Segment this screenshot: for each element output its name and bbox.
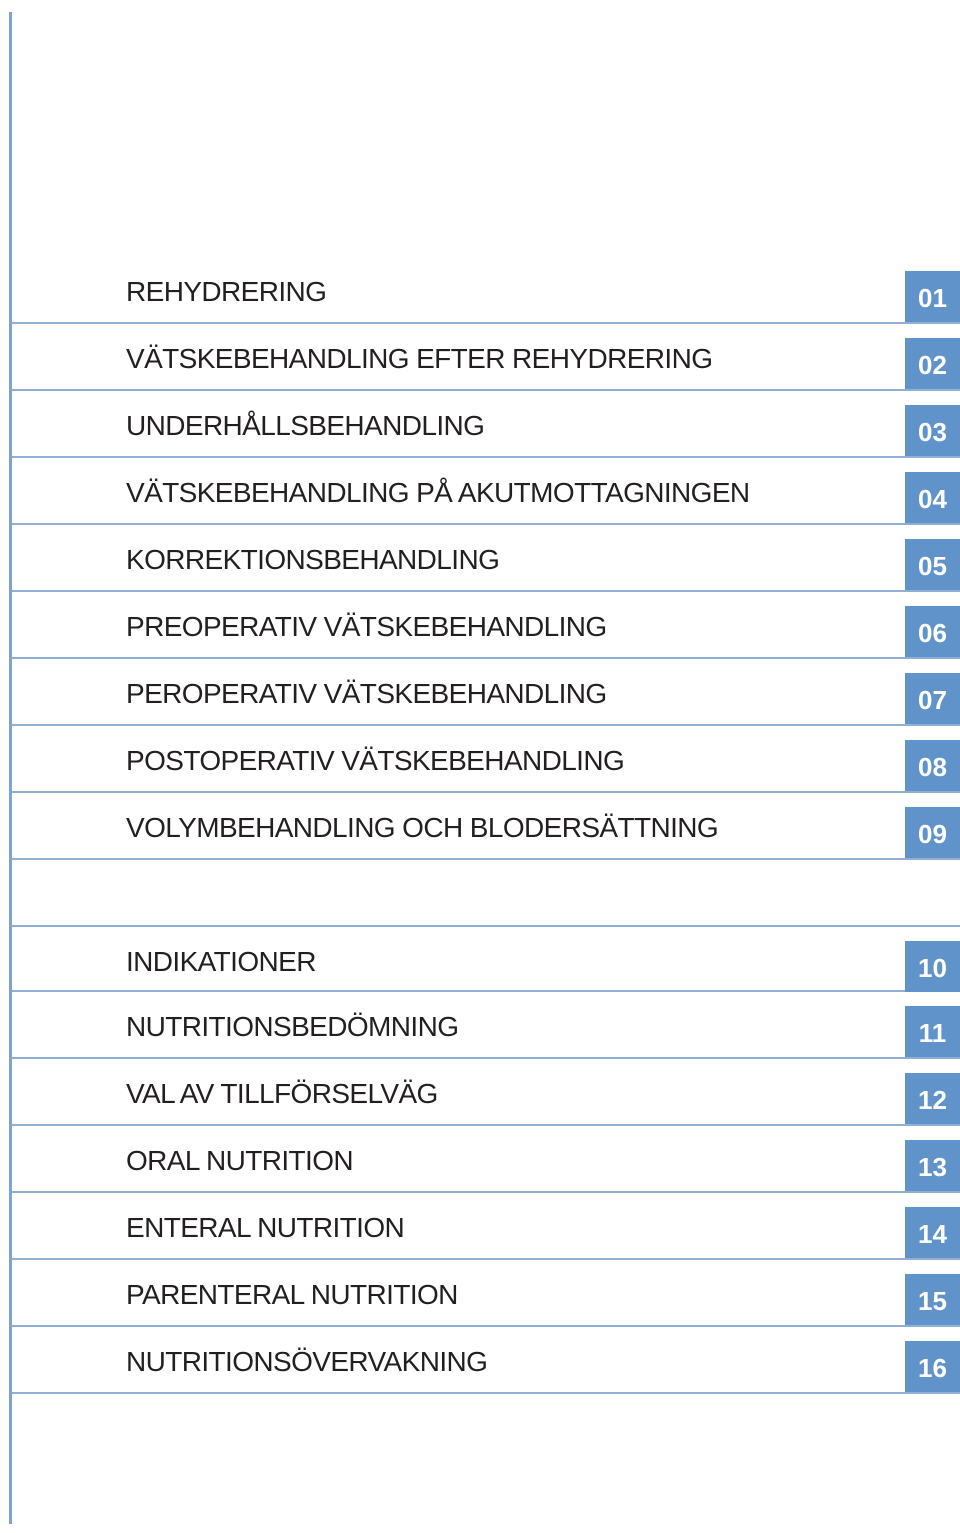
toc-number-badge: 13 <box>905 1140 960 1191</box>
toc-number-badge: 05 <box>905 539 960 590</box>
toc-row-01[interactable] <box>12 257 960 324</box>
toc-title: ORAL NUTRITION <box>126 1145 354 1176</box>
toc-row-03[interactable] <box>12 391 960 458</box>
toc-title: REHYDRERING <box>126 276 327 307</box>
toc-number-badge: 12 <box>905 1073 960 1124</box>
toc-number-badge: 06 <box>905 606 960 657</box>
toc-number-badge: 02 <box>905 338 960 389</box>
toc-number-badge: 15 <box>905 1274 960 1325</box>
toc-title: POSTOPERATIV VÄTSKEBEHANDLING <box>126 745 625 776</box>
toc-row-09[interactable] <box>12 793 960 860</box>
toc-title: NUTRITIONSÖVERVAKNING <box>126 1346 488 1377</box>
toc-row-06[interactable] <box>12 592 960 659</box>
toc-title: VOLYMBEHANDLING OCH BLODERSÄTTNING <box>126 812 719 843</box>
toc-row-12[interactable] <box>12 1059 960 1126</box>
toc-number-badge: 11 <box>905 1006 960 1057</box>
toc-row-16[interactable] <box>12 1327 960 1394</box>
toc-title: VAL AV TILLFÖRSELVÄG <box>126 1078 438 1109</box>
toc-title: VÄTSKEBEHANDLING EFTER REHYDRERING <box>126 343 713 374</box>
toc-number-badge: 09 <box>905 807 960 858</box>
toc-title: KORREKTIONSBEHANDLING <box>126 544 500 575</box>
toc-section-nutrition <box>12 925 960 1394</box>
toc-title: PREOPERATIV VÄTSKEBEHANDLING <box>126 611 607 642</box>
toc-number-badge: 03 <box>905 405 960 456</box>
toc-number-badge: 01 <box>905 271 960 322</box>
toc-number-badge: 07 <box>905 673 960 724</box>
toc-row-10[interactable] <box>12 925 960 992</box>
toc-row-15[interactable] <box>12 1260 960 1327</box>
toc-row-07[interactable] <box>12 659 960 726</box>
toc-title: VÄTSKEBEHANDLING PÅ AKUTMOTTAGNINGEN <box>126 477 750 508</box>
toc-title: INDIKATIONER <box>126 946 316 977</box>
toc-row-11[interactable] <box>12 992 960 1059</box>
toc-number-badge: 08 <box>905 740 960 791</box>
toc-title: UNDERHÅLLSBEHANDLING <box>126 410 485 441</box>
toc-number-badge: 14 <box>905 1207 960 1258</box>
toc-title: PARENTERAL NUTRITION <box>126 1279 458 1310</box>
toc-number-badge: 16 <box>905 1341 960 1392</box>
toc-title: ENTERAL NUTRITION <box>126 1212 405 1243</box>
toc-number-badge: 04 <box>905 472 960 523</box>
toc-title: PEROPERATIV VÄTSKEBEHANDLING <box>126 678 607 709</box>
toc-title: NUTRITIONSBEDÖMNING <box>126 1011 459 1042</box>
toc-row-05[interactable] <box>12 525 960 592</box>
toc-row-02[interactable] <box>12 324 960 391</box>
toc-section-fluid-therapy <box>12 257 960 860</box>
toc-row-04[interactable] <box>12 458 960 525</box>
toc-row-14[interactable] <box>12 1193 960 1260</box>
toc-number-badge: 10 <box>905 941 960 992</box>
toc-row-08[interactable] <box>12 726 960 793</box>
toc-row-13[interactable] <box>12 1126 960 1193</box>
